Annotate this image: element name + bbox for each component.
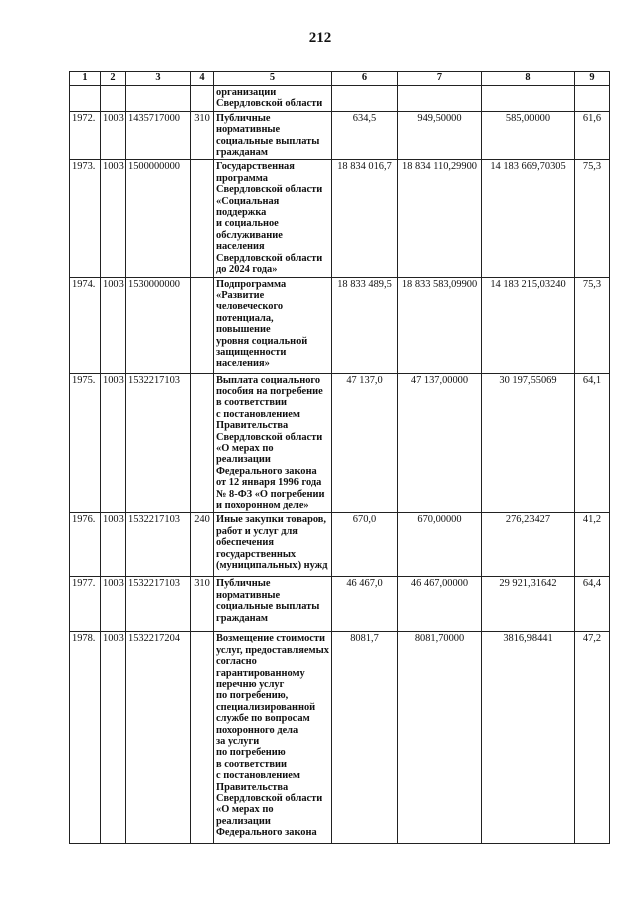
row-number	[70, 86, 101, 112]
column-header-6: 6	[332, 72, 398, 86]
approved-amount: 18 833 489,5	[332, 277, 398, 373]
column-header-8: 8	[482, 72, 575, 86]
target-article-code: 1435717000	[126, 111, 191, 160]
executed-amount: 29 921,31642	[482, 577, 575, 632]
approved-amount: 634,5	[332, 111, 398, 160]
row-number: 1974.	[70, 277, 101, 373]
column-header-1: 1	[70, 72, 101, 86]
table-row	[70, 513, 610, 577]
section-code: 1003	[101, 373, 126, 513]
approved-amount: 8081,7	[332, 632, 398, 844]
item-name: Иные закупки товаров, работ и услуг для обеспечения государственных (муниципальных) нужд	[214, 513, 332, 577]
section-code: 1003	[101, 160, 126, 277]
target-article-code: 1500000000	[126, 160, 191, 277]
expense-type-code: 240	[191, 513, 214, 577]
table-row	[70, 111, 610, 160]
execution-percent: 75,3	[575, 277, 610, 373]
execution-percent: 64,1	[575, 373, 610, 513]
section-code: 1003	[101, 111, 126, 160]
executed-amount: 3816,98441	[482, 632, 575, 844]
item-name: Публичные нормативные социальные выплаты гражданам	[214, 111, 332, 160]
revised-amount: 18 833 583,09900	[398, 277, 482, 373]
section-code: 1003	[101, 277, 126, 373]
approved-amount: 670,0	[332, 513, 398, 577]
executed-amount: 30 197,55069	[482, 373, 575, 513]
execution-percent: 64,4	[575, 577, 610, 632]
revised-amount: 949,50000	[398, 111, 482, 160]
table-row	[70, 160, 610, 277]
execution-percent	[575, 86, 610, 112]
target-article-code: 1532217204	[126, 632, 191, 844]
row-number: 1972.	[70, 111, 101, 160]
executed-amount	[482, 86, 575, 112]
section-code	[101, 86, 126, 112]
item-name: Возмещение стоимости услуг, предоставляемых согласно гарантированному перечню услуг по погребению, специализированной службе по вопросам похоронного дела за услуги по погребению в соответствии с постановлением Правительства Свердловской области «О мерах по реализации Федерального закона	[214, 632, 332, 844]
approved-amount	[332, 86, 398, 112]
row-number: 1976.	[70, 513, 101, 577]
revised-amount: 46 467,00000	[398, 577, 482, 632]
expense-type-code	[191, 160, 214, 277]
table-row	[70, 632, 610, 844]
execution-percent: 41,2	[575, 513, 610, 577]
target-article-code: 1532217103	[126, 577, 191, 632]
expense-type-code	[191, 632, 214, 844]
header-row	[70, 72, 610, 86]
approved-amount: 47 137,0	[332, 373, 398, 513]
expense-type-code: 310	[191, 111, 214, 160]
expense-type-code	[191, 373, 214, 513]
row-number: 1978.	[70, 632, 101, 844]
execution-percent: 61,6	[575, 111, 610, 160]
table-body	[70, 86, 610, 844]
executed-amount: 14 183 669,70305	[482, 160, 575, 277]
expense-type-code	[191, 86, 214, 112]
row-number: 1975.	[70, 373, 101, 513]
column-header-7: 7	[398, 72, 482, 86]
revised-amount: 18 834 110,29900	[398, 160, 482, 277]
section-code: 1003	[101, 513, 126, 577]
table-row	[70, 373, 610, 513]
executed-amount: 585,00000	[482, 111, 575, 160]
revised-amount: 8081,70000	[398, 632, 482, 844]
revised-amount: 47 137,00000	[398, 373, 482, 513]
column-header-9: 9	[575, 72, 610, 86]
item-name: Подпрограмма «Развитие человеческого потенциала, повышение уровня социальной защищенности населения»	[214, 277, 332, 373]
approved-amount: 18 834 016,7	[332, 160, 398, 277]
executed-amount: 14 183 215,03240	[482, 277, 575, 373]
section-code: 1003	[101, 577, 126, 632]
target-article-code: 1530000000	[126, 277, 191, 373]
row-number: 1977.	[70, 577, 101, 632]
target-article-code: 1532217103	[126, 513, 191, 577]
item-name: Публичные нормативные социальные выплаты гражданам	[214, 577, 332, 632]
row-number: 1973.	[70, 160, 101, 277]
column-header-5: 5	[214, 72, 332, 86]
approved-amount: 46 467,0	[332, 577, 398, 632]
revised-amount: 670,00000	[398, 513, 482, 577]
column-header-4: 4	[191, 72, 214, 86]
column-header-3: 3	[126, 72, 191, 86]
revised-amount	[398, 86, 482, 112]
expense-type-code: 310	[191, 577, 214, 632]
target-article-code	[126, 86, 191, 112]
item-name: Выплата социального пособия на погребение в соответствии с постановлением Правительства Свердловской области «О мерах по реализации Федерального закона от 12 января 1996 года № 8-ФЗ «О погребении и похоронном деле»	[214, 373, 332, 513]
table-row	[70, 577, 610, 632]
item-name: Государственная программа Свердловской области «Социальная поддержка и социальное обслуживание населения Свердловской области до 2024 года»	[214, 160, 332, 277]
executed-amount: 276,23427	[482, 513, 575, 577]
budget-table	[69, 71, 610, 844]
item-name: организации Свердловской области	[214, 86, 332, 112]
section-code: 1003	[101, 632, 126, 844]
execution-percent: 47,2	[575, 632, 610, 844]
expense-type-code	[191, 277, 214, 373]
page-number: 212	[308, 30, 332, 46]
table-row	[70, 277, 610, 373]
column-header-2: 2	[101, 72, 126, 86]
table-row	[70, 86, 610, 112]
target-article-code: 1532217103	[126, 373, 191, 513]
execution-percent: 75,3	[575, 160, 610, 277]
